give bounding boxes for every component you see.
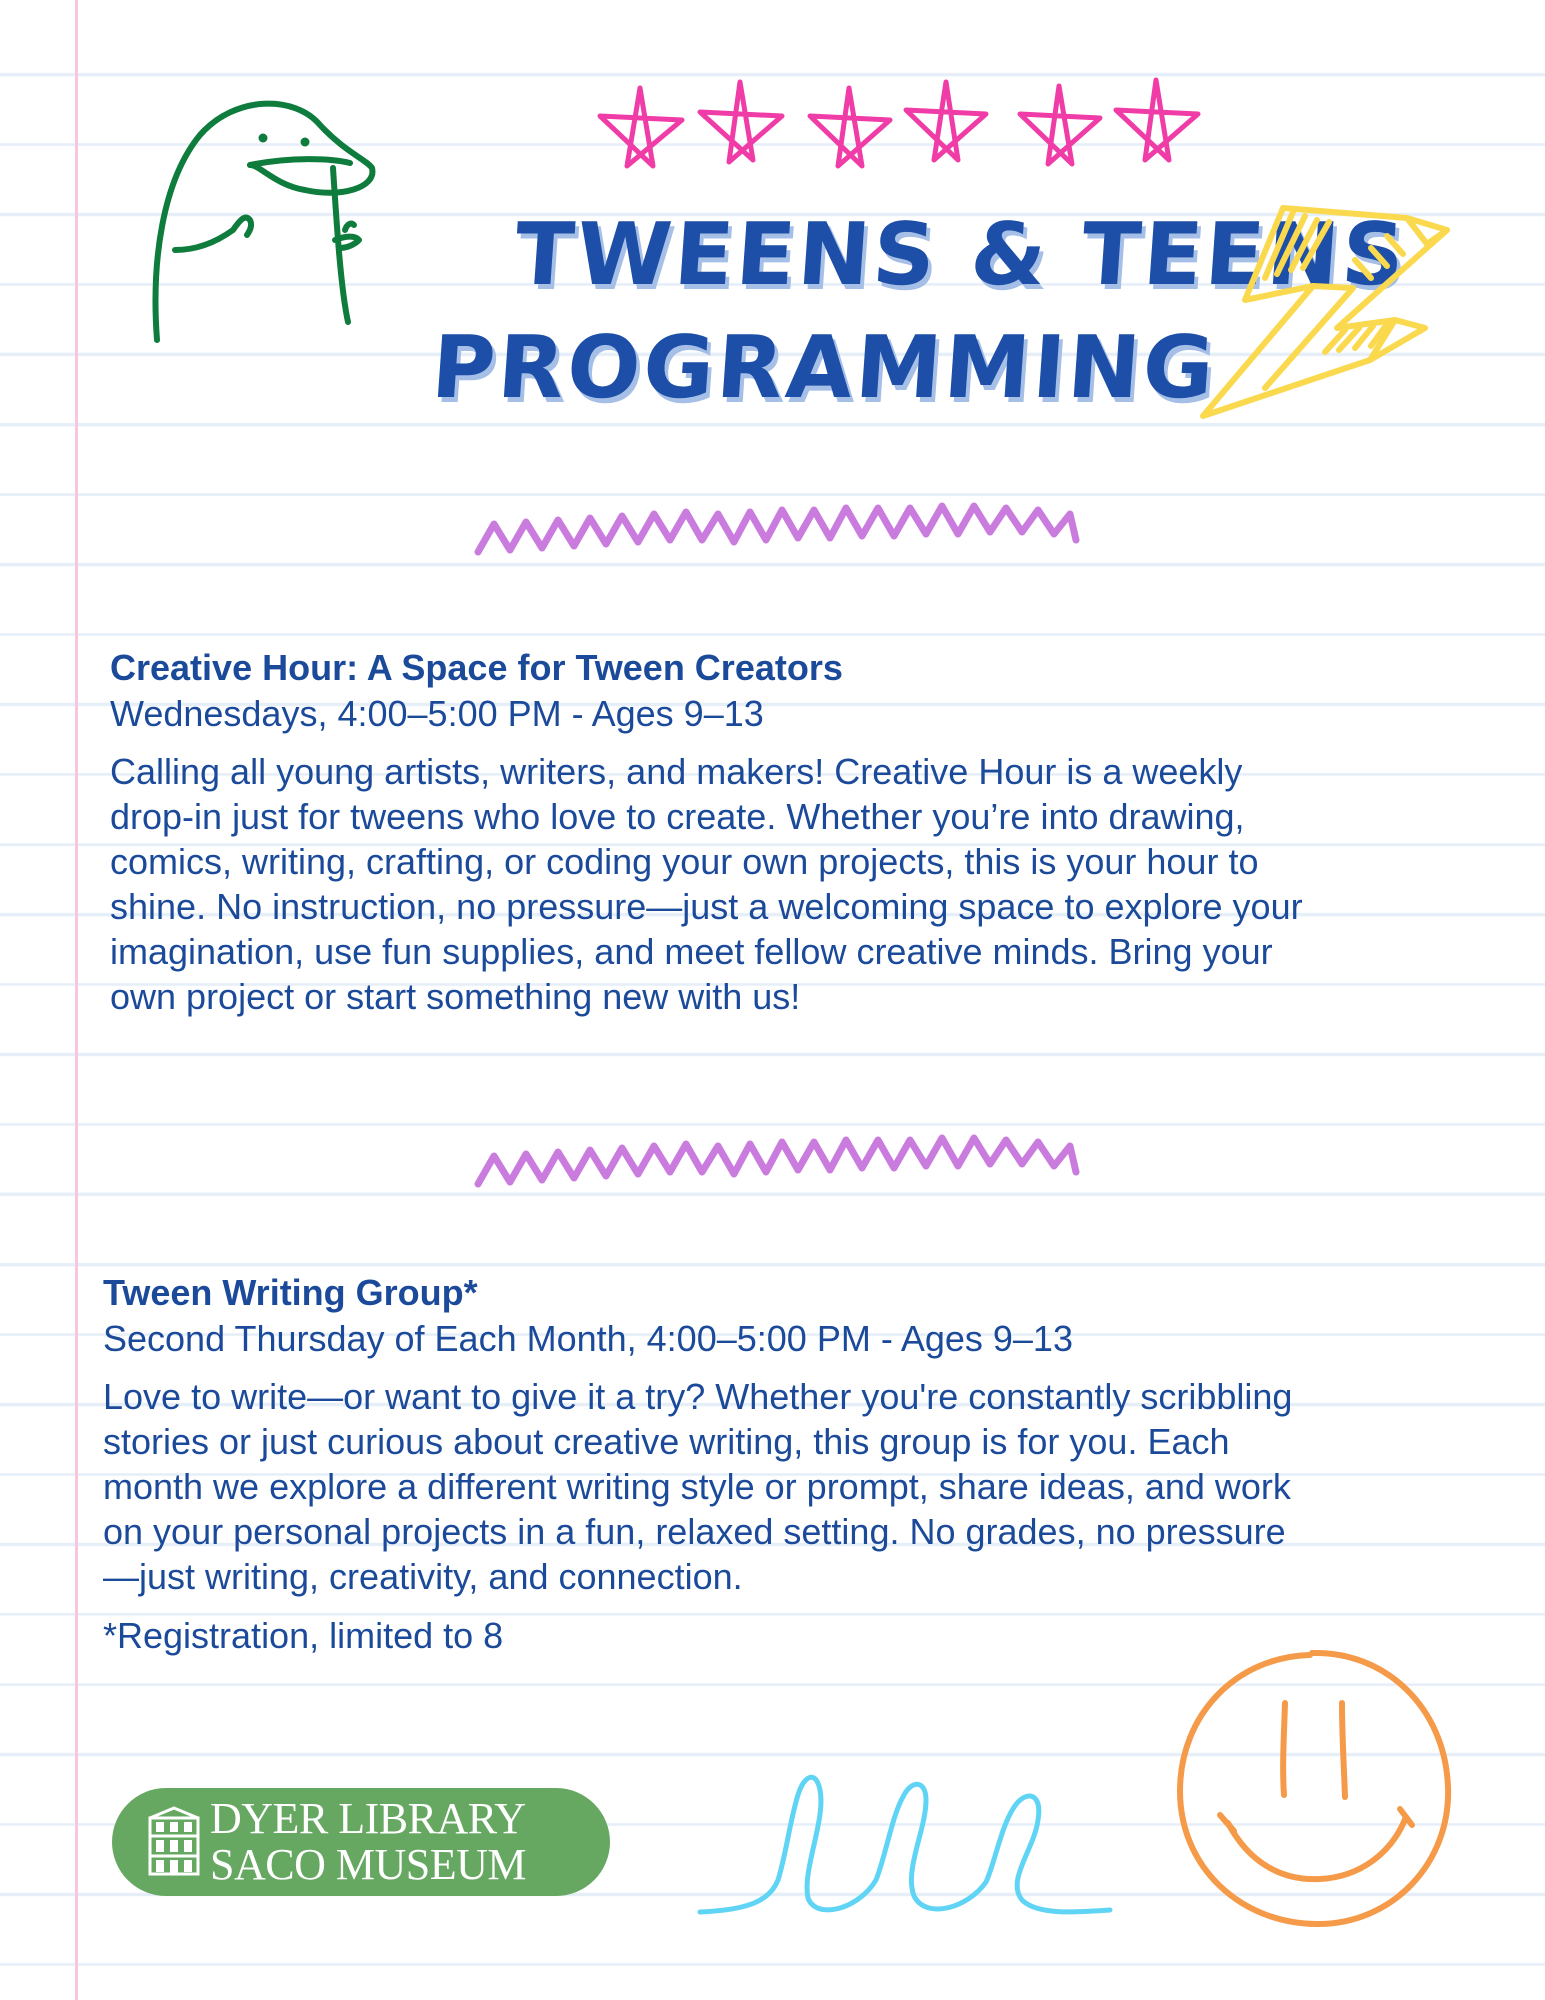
program-title: Creative Hour: A Space for Tween Creators <box>110 647 843 688</box>
title-line-1: TWEENS & TEENS <box>511 205 1411 305</box>
program-schedule: Wednesdays, 4:00–5:00 PM - Ages 9–13 <box>110 693 764 734</box>
lightning-bolt-icon <box>1195 200 1455 430</box>
loops-doodle-icon <box>690 1760 1120 1920</box>
squiggle-divider-1 <box>470 500 1090 570</box>
program-creative-hour <box>110 645 1450 1019</box>
smiley-face-icon <box>1170 1645 1455 1930</box>
stars-icon <box>590 68 1210 178</box>
dyer-library-logo <box>112 1788 610 1896</box>
notebook-margin-line <box>75 0 78 2000</box>
program-title: Tween Writing Group* <box>103 1272 478 1313</box>
registration-note: *Registration, limited to 8 <box>103 1615 504 1656</box>
logo-line-2: SACO MUSEUM <box>210 1840 527 1889</box>
title-line-2: PROGRAMMING <box>428 318 1220 418</box>
logo-text <box>210 1796 526 1888</box>
thumbs-up-character-icon <box>145 90 395 350</box>
squiggle-divider-2 <box>470 1130 1090 1200</box>
program-description: Love to write—or want to give it a try? Whether you're constantly scribbling stories or just curious about creative writing, this group is for you. Each month we explore a different writing style or prompt, share ideas, and work on your personal projects in a fun, relaxed setting. No grades, no pressure —just writing, creativity, and connection. <box>103 1376 1293 1597</box>
logo-line-1: DYER LIBRARY <box>210 1794 526 1843</box>
program-tween-writing-group <box>103 1270 1443 1658</box>
library-building-icon <box>146 1806 202 1878</box>
program-schedule: Second Thursday of Each Month, 4:00–5:00 PM - Ages 9–13 <box>103 1318 1073 1359</box>
program-description: Calling all young artists, writers, and makers! Creative Hour is a weekly drop-in just for tweens who love to create. Whether you’re into drawing, comics, writing, crafting, or coding your own projects, this is your hour to shine. No instruction, no pressure—just a welcoming space to explore your imagination, use fun supplies, and meet fellow creative minds. Bring your own project or start something new with us! <box>110 751 1303 1017</box>
